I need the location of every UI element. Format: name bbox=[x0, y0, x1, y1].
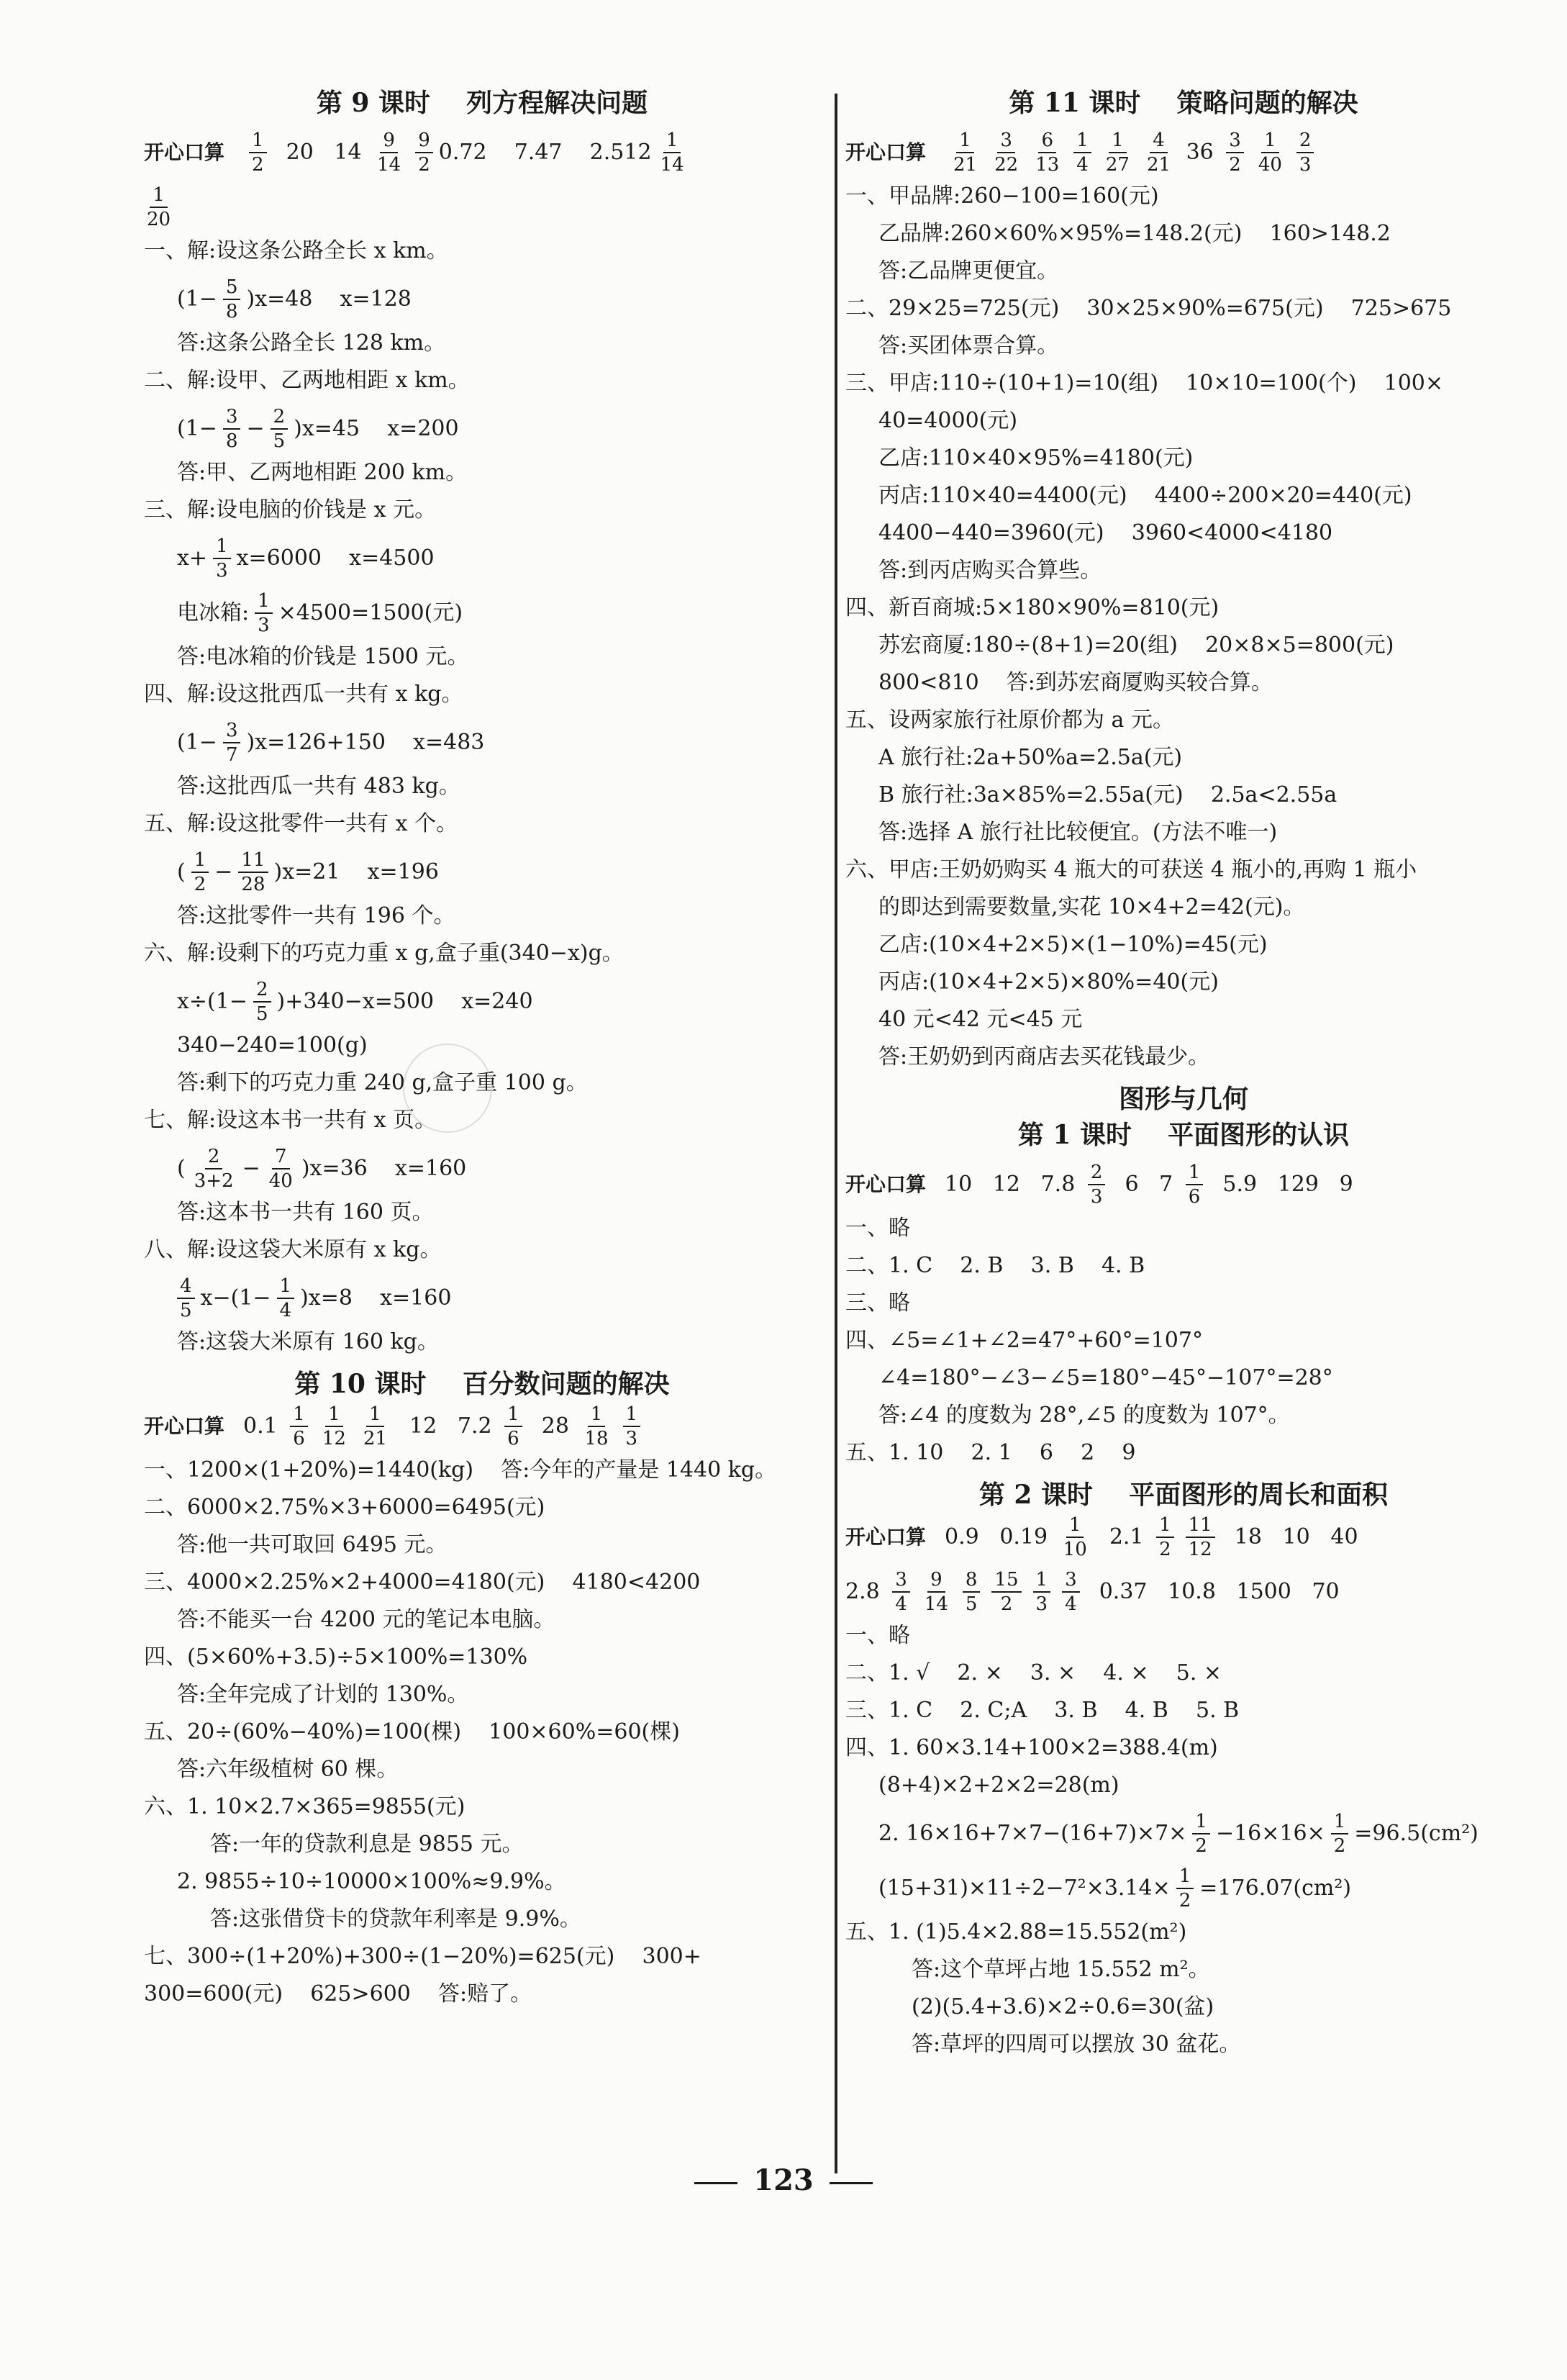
mental-math-row: 开心口算 10 12 7.8 $\frac{2}{3}$ 6 7 $\frac{1}{6}$ 5.9 129 9 bbox=[845, 1162, 1353, 1208]
section-title-geometry-lesson-2: 第 2 课时 平面图形的周长和面积 bbox=[978, 1480, 1389, 1510]
unit-title-geometry: 图形与几何 bbox=[1118, 1084, 1248, 1114]
mental-math-row: 开心口算 $\frac{1}{2}$ 20 14 $\frac{9}{14}$ $\frac{9}{2}$ 0.72 7.47 2.512 $\frac{1}{14}$ bbox=[144, 130, 684, 176]
left-column: 第 9 课时 列方程解决问题 开心口算 $\frac{1}{2}$ 20 14 $\frac{9}{14}$ $\frac{9}{2}$ 0.72 7.47 2.512 $\frac{1}{14}$ $\frac{1}{20}$ 一、解:设这条公路全长 x km。 (1− $\frac{5}{8}$ ) x=48 x=128 答:这条公路全长 128 km。 二、解:设甲、乙两地相距 x km。 (1− $\frac{3}{8}$ − $\frac{2}{5}$ ) x=45 x=200 答:甲、乙两地相距 200 km。 三、解:设电脑的价钱是 x 元。 x+ $\frac{1}{3}$ x=6000 x=4500 电冰箱: $\frac{1}{3}$ ×4500=1500(元) 答:电冰箱的价钱是 1500 元。 四、解:设这批西瓜一共有 x kg。 (1− $\frac{3}{7}$ ) x=126+150 x=483 答:这批西瓜一共有 483 kg。 五、解:设这批零件一共有 x 个。 ( $\frac{1}{2}$ − $\frac{11}{28}$ ) x=21 x=196 答:这批零件一共有 196 个。 六、解:设剩下的巧克力重 x g,盒子重(340−x)g。 x÷(1− $\frac{2}{5}$ )+340−x=500 x=240 340−240=100(g) 答:剩下的巧克力重 240 g,盒子重 100 g。 七、解:设这本书一共有 x 页。 ( $\frac{2}{3+2}$ − $\frac{7}{40}$ ) x=36 x=160 答:这本书一共有 160 页。 八、解:设这袋大米原有 x kg。 $\frac{4}{5}$ x−(1− $\frac{1}{4}$ ) x=8 x=160 答:这袋大米原有 160 kg。 第 10 课时 百分数问题的解决 开心口算 0.1 $\frac{1}{6}$ $\frac{1}{12}$ $\frac{1}{21}$ 12 7.2 $\frac{1}{6}$ 28 $\frac{1}{18}$ $\frac{1}{3}$ 一、1200×(1+20%)=1440(kg) 答:今年的产量是 1440 kg。 二、6000×2.75%×3+6000=6495(元) 答:他一共可取回 6495 元。 三、4000×2.25%×2+4000=4180(元) 4180<4200 答:不能买一台 4200 元的笔记本电脑。 四、(5×60%+3.5)÷5×100%=130% 答:全年完成了计划的 130%。 五、20÷(60%−40%)=100(棵) 100×60%=60(棵) 答:六年级植树 60 棵。 六、1. 10×2.7×365=9855(元) 答:一年的贷款利息是 9855 元。 2. 9855÷10÷10000×100%≈9.9%。 答:这张借贷卡的贷款年利率是 9.9%。 七、300÷(1+20%)+300÷(1−20%)=625(元) 300+ 300=600(元) 625>600 答:赔了。 bbox=[144, 83, 820, 2020]
mental-math-row: 开心口算 $\frac{1}{21}$ $\frac{3}{22}$ $\frac{6}{13}$ $\frac{1}{4}$ $\frac{1}{27}$ $\frac{4}{21}$ 36 $\frac{3}{2}$ $\frac{1}{40}$ $\frac{2}{3}$ bbox=[845, 130, 1522, 175]
answer-line: 一、解:设这条公路全长 x km。 bbox=[144, 238, 448, 263]
mental-math-row: 开心口算 0.1 $\frac{1}{6}$ $\frac{1}{12}$ $\frac{1}{21}$ 12 7.2 $\frac{1}{6}$ 28 $\frac{1}{18}$ $\frac{1}{3}$ bbox=[144, 1404, 820, 1449]
column-divider bbox=[835, 94, 837, 2173]
section-title-lesson-10: 第 10 课时 百分数问题的解决 bbox=[294, 1369, 670, 1399]
right-column: 第 11 课时 策略问题的解决 开心口算 $\frac{1}{21}$ $\frac{3}{22}$ $\frac{6}{13}$ $\frac{1}{4}$ $\frac{1}{27}$ $\frac{4}{21}$ 36 $\frac{3}{2}$ $\frac{1}{40}$ $\frac{2}{3}$ 一、甲品牌:260−100=160(元) 乙品牌:260×60%×95%=148.2(元) 160>148.2 答:乙品牌更便宜。 二、29×25=725(元) 30×25×90%=675(元) 725>675 答:买团体票合算。 三、甲店:110÷(10+1)=10(组) 10×10=100(个) 100× 40=4000(元) 乙店:110×40×95%=4180(元) 丙店:110×40=4400(元) 4400÷200×20=440(元) 4400−440=3960(元) 3960<4000<4180 答:到丙店购买合算些。 四、新百商城:5×180×90%=810(元) 苏宏商厦:180÷(8+1)=20(组) 20×8×5=800(元) 800<810 答:到苏宏商厦购买较合算。 五、设两家旅行社原价都为 a 元。 A 旅行社:2a+50%a=2.5a(元) B 旅行社:3a×85%=2.55a(元) 2.5a<2.55a 答:选择 A 旅行社比较便宜。(方法不唯一) 六、甲店:王奶奶购买 4 瓶大的可获送 4 瓶小的,再购 1 瓶小 的即达到需要数量,实花 10×4+2=42(元)。 乙店:(10×4+2×5)×(1−10%)=45(元) 丙店:(10×4+2×5)×80%=40(元) 40 元<42 元<45 元 答:王奶奶到丙商店去买花钱最少。 图形与几何 第 1 课时 平面图形的认识 开心口算 10 12 7.8 $\frac{2}{3}$ 6 7 $\frac{1}{6}$ 5.9 129 9 一、略 二、1. C 2. B 3. B 4. B 三、略 四、∠5=∠1+∠2=47°+60°=107° ∠4=180°−∠3−∠5=180°−45°−107°=28° 答:∠4 的度数为 28°,∠5 的度数为 107°。 五、1. 10 2. 1 6 2 9 第 2 课时 平面图形的周长和面积 开心口算 0.9 0.19 $\frac{1}{10}$ 2.1 $\frac{1}{2}$ $\frac{11}{12}$ 18 10 40 2.8 $\frac{3}{4}$ $\frac{9}{14}$ $\frac{8}{5}$ $\frac{15}{2}$ $\frac{1}{3}$ $\frac{3}{4}$ 0.37 10.8 1500 70 一、略 二、1. √ 2. × 3. × 4. × 5. × 三、1. C 2. C;A 3. B 4. B 5. B 四、1. 60×3.14+100×2=388.4(m) (8+4)×2+2×2=28(m) 2. 16×16+7×7−(16+7)×7× $\frac{1}{2}$ −16×16× $\frac{1}{2}$ =96.5(cm²) (15+31)×11÷2−7²×3.14× $\frac{1}{2}$ =176.07(cm²) 五、1. (1)5.4×2.88=15.552(m²) 答:这个草坪占地 15.552 m²。 (2)(5.4+3.6)×2÷0.6=30(盆) 答:草坪的四周可以摆放 30 盆花。 bbox=[845, 83, 1522, 2071]
page-number: 123 bbox=[0, 2166, 1567, 2195]
equation-line: (1− $\frac{5}{8}$ ) x=48 x=128 bbox=[177, 276, 412, 322]
section-title-lesson-11: 第 11 课时 策略问题的解决 bbox=[1009, 88, 1358, 118]
section-title-geometry-lesson-1: 第 1 课时 平面图形的认识 bbox=[1017, 1120, 1350, 1150]
section-title-lesson-9: 第 9 课时 列方程解决问题 bbox=[316, 88, 648, 118]
mental-math-row: 开心口算 0.9 0.19 $\frac{1}{10}$ 2.1 $\frac{1}{2}$ $\frac{11}{12}$ 18 10 40 bbox=[845, 1514, 1358, 1560]
faint-stamp-watermark bbox=[403, 1044, 492, 1133]
